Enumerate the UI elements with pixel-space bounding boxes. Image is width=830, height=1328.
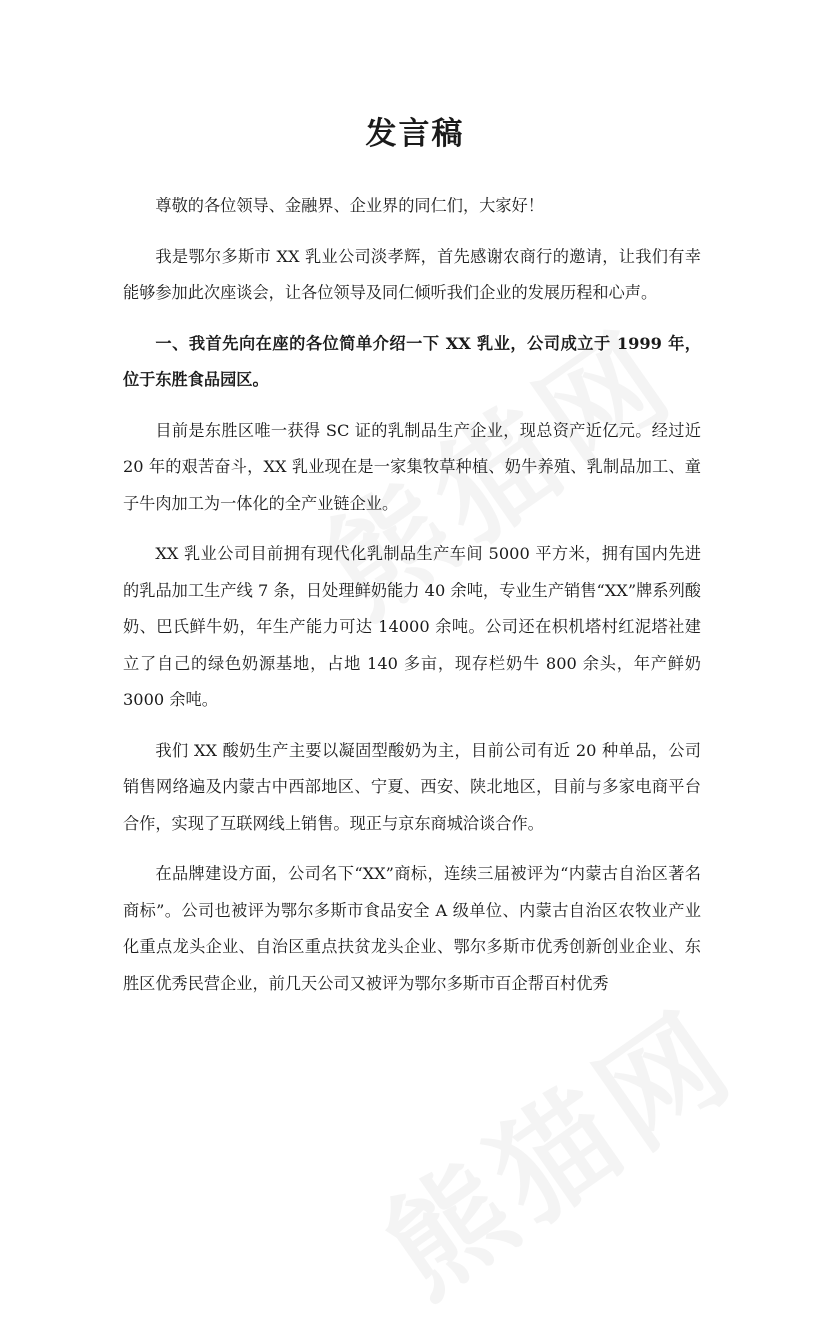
- paragraph-intro: 我是鄂尔多斯市 XX 乳业公司淡孝辉，首先感谢农商行的邀请，让我们有幸能够参加此次座谈会，让各位领导及同仁倾听我们企业的发展历程和心声。: [123, 246, 701, 302]
- page-title: 发言稿: [365, 116, 465, 152]
- paragraph-production: XX 乳业公司目前拥有现代化乳制品生产车间 5000 平方米，拥有国内先进的乳品加工生产线 7 条，日处理鲜奶能力 40 余吨，专业生产销售“XX”牌系列酸奶、巴氏鲜牛奶，年生产能力可达 14000 余吨。公司还在枳机塔村红泥塔社建立了自己的绿色奶源基地，占地 140 多亩，现存栏奶牛 800 余头，年产鲜奶 3000 余吨。: [123, 544, 701, 709]
- paragraph-greeting: 尊敬的各位领导、金融界、企业界的同仁们，大家好！: [155, 196, 544, 215]
- section-heading-1: 一、我首先向在座的各位简单介绍一下 XX 乳业，公司成立于 1999 年，位于东胜食品园区。: [123, 333, 701, 389]
- paragraph-products-sales: 我们 XX 酸奶生产主要以凝固型酸奶为主，目前公司有近 20 种单品，公司销售网络遍及内蒙古中西部地区、宁夏、西安、陕北地区，目前与多家电商平台合作，实现了互联网线上销售。现正与京东商城洽谈合作。: [123, 740, 701, 833]
- speech-body: [123, 188, 701, 1016]
- paragraph-brand: 在品牌建设方面，公司名下“XX”商标，连续三届被评为“内蒙古自治区著名商标”。公司也被评为鄂尔多斯市食品安全 A 级单位、内蒙古自治区农牧业产业化重点龙头企业、自治区重点扶贫龙头企业、鄂尔多斯市优秀创新创业企业、东胜区优秀民营企业，前几天公司又被评为鄂尔多斯市百企帮百村优秀: [123, 864, 701, 993]
- watermark: [346, 964, 764, 1328]
- paragraph-company-status: 目前是东胜区唯一获得 SC 证的乳制品生产企业，现总资产近亿元。经过近 20 年的艰苦奋斗，XX 乳业现在是一家集牧草种植、奶牛养殖、乳制品加工、童子牛肉加工为一体化的全产业链企业。: [123, 420, 701, 513]
